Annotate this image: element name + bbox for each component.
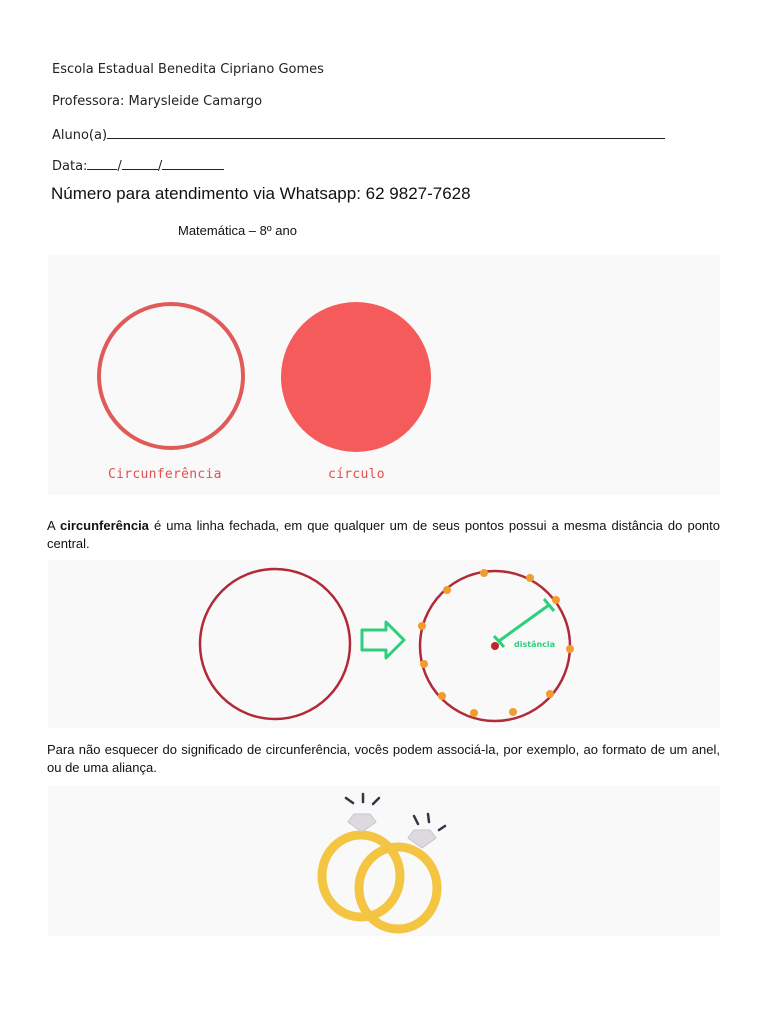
distance-diagram-svg bbox=[48, 560, 720, 728]
subject-line: Matemática – 8º ano bbox=[178, 223, 297, 238]
circumference-point bbox=[418, 622, 426, 630]
student-label: Aluno(a) bbox=[52, 128, 108, 143]
ring-association-paragraph: Para não esquecer do significado de circunferência, vocês podem associá-la, por exemplo, ao formato de um anel, ou de uma aliança. bbox=[47, 742, 720, 775]
date-separator: / bbox=[157, 159, 163, 174]
diamond-left-icon bbox=[348, 814, 376, 832]
circle-shape bbox=[281, 302, 431, 452]
plain-circumference bbox=[200, 569, 350, 719]
circle-comparison-svg bbox=[48, 255, 720, 495]
circumference-point bbox=[546, 690, 554, 698]
school-name: Escola Estadual Benedita Cipriano Gomes bbox=[52, 62, 324, 77]
distance-label: distância bbox=[514, 640, 556, 649]
figure-distance-diagram bbox=[48, 560, 720, 728]
right-arrow-icon bbox=[362, 622, 404, 658]
date-separator: / bbox=[117, 159, 122, 174]
sparkle-line bbox=[428, 814, 429, 822]
whatsapp-contact: Número para atendimento via Whatsapp: 62 9827-7628 bbox=[51, 184, 471, 203]
circumference-point bbox=[509, 708, 517, 716]
student-name-field[interactable] bbox=[107, 126, 665, 139]
definition-paragraph bbox=[47, 517, 720, 553]
definition-text: é uma linha fechada, em que qualquer um de seus pontos possui a mesma distância do ponto central. bbox=[47, 518, 720, 551]
teacher-name: Professora: Marysleide Camargo bbox=[52, 94, 263, 109]
radius-line bbox=[499, 605, 549, 641]
sparkle-line bbox=[414, 816, 418, 824]
circumference-point bbox=[552, 596, 560, 604]
sparkle-line bbox=[373, 798, 379, 804]
sparkle-line bbox=[439, 826, 445, 830]
date-day-field[interactable] bbox=[87, 157, 117, 170]
date-month-field[interactable] bbox=[122, 157, 158, 170]
center-point bbox=[491, 642, 499, 650]
date-line[interactable] bbox=[52, 157, 224, 174]
date-label: Data: bbox=[52, 159, 88, 174]
wedding-rings-icon bbox=[48, 786, 720, 936]
student-line[interactable] bbox=[52, 126, 665, 143]
figure-wedding-rings bbox=[48, 786, 720, 936]
circumference-point bbox=[420, 660, 428, 668]
circumference-point bbox=[438, 692, 446, 700]
circumference-point bbox=[443, 586, 451, 594]
figure-circle-comparison bbox=[48, 255, 720, 495]
definition-keyword: circunferência bbox=[60, 518, 149, 533]
circumference-point bbox=[480, 569, 488, 577]
circumference-point bbox=[526, 574, 534, 582]
circumference-point bbox=[470, 709, 478, 717]
definition-prefix: A bbox=[47, 518, 61, 533]
circumference-point bbox=[566, 645, 574, 653]
circle-label: círculo bbox=[328, 467, 385, 482]
sparkle-line bbox=[346, 798, 353, 803]
circumference-label: Circunferência bbox=[108, 467, 222, 482]
date-year-field[interactable] bbox=[162, 157, 224, 170]
circumference-shape bbox=[99, 304, 243, 448]
